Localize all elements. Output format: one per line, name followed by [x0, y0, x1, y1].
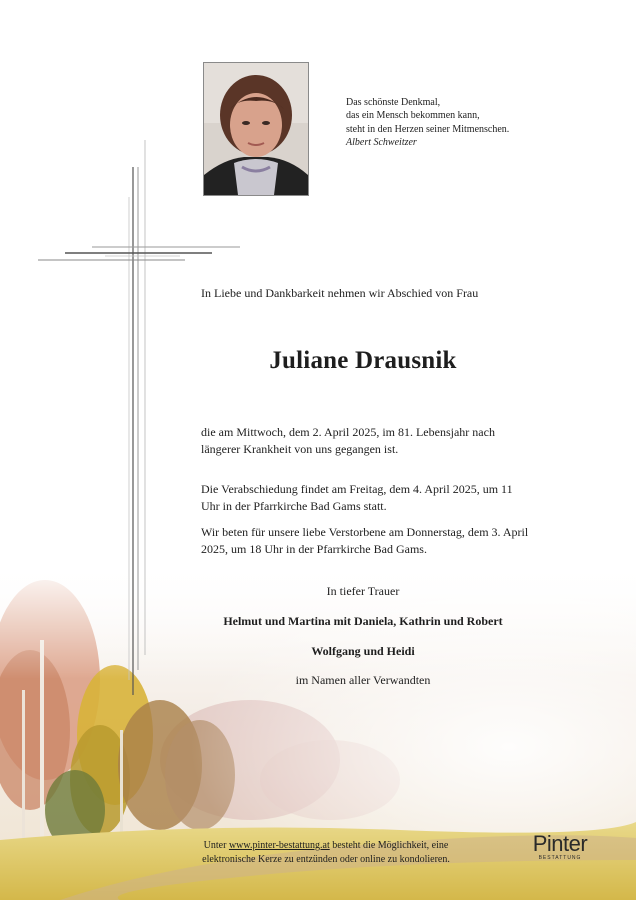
website-link[interactable]: www.pinter-bestattung.at: [228, 840, 330, 851]
pinter-logo: [520, 832, 600, 861]
footer-line2: elektronische Kerze zu entzünden oder online zu kondolieren.: [202, 854, 450, 865]
footer-note: [176, 839, 476, 867]
logo-word: Pinter: [532, 831, 588, 856]
family-line-1: Helmut und Martina mit Daniela, Kathrin und Robert: [223, 614, 503, 628]
footer-line1-rest: besteht die Möglichkeit, eine: [329, 840, 449, 851]
quote-line: Das schönste Denkmal,: [346, 97, 441, 108]
death-notice-paragraph: die am Mittwoch, dem 2. April 2025, im 81. Lebensjahr nach längerer Krankheit von uns gegangen ist.: [201, 425, 495, 456]
farewell-paragraph: Die Verabschiedung findet am Freitag, dem 4. April 2025, um 11 Uhr in der Pfarrkirche Bad Gams statt.: [201, 482, 513, 513]
logo-subtitle: BESTATTUNG: [538, 855, 582, 861]
quote-line: das ein Mensch bekommen kann,: [346, 110, 480, 122]
footer-prefix: Unter: [203, 840, 229, 851]
intro-text: In Liebe und Dankbarkeit nehmen wir Abschied von Frau: [201, 286, 479, 300]
family-line-2: Wolfgang und Heidi: [311, 644, 415, 658]
portrait-photo: [203, 62, 309, 196]
quote-author: Albert Schweitzer: [346, 137, 417, 149]
quote-block: [346, 96, 509, 150]
prayer-paragraph: Wir beten für unsere liebe Verstorbene am Donnerstag, dem 3. April 2025, um 18 Uhr in der Pfarrkirche Bad Gams.: [201, 525, 529, 556]
quote-line: steht in den Herzen seiner Mitmenschen.: [346, 123, 510, 135]
deceased-name: Juliane Drausnik: [269, 347, 457, 374]
mourning-heading: In tiefer Trauer: [326, 584, 400, 598]
closing-line: im Namen aller Verwandten: [295, 673, 431, 687]
cross-icon: [30, 135, 250, 695]
